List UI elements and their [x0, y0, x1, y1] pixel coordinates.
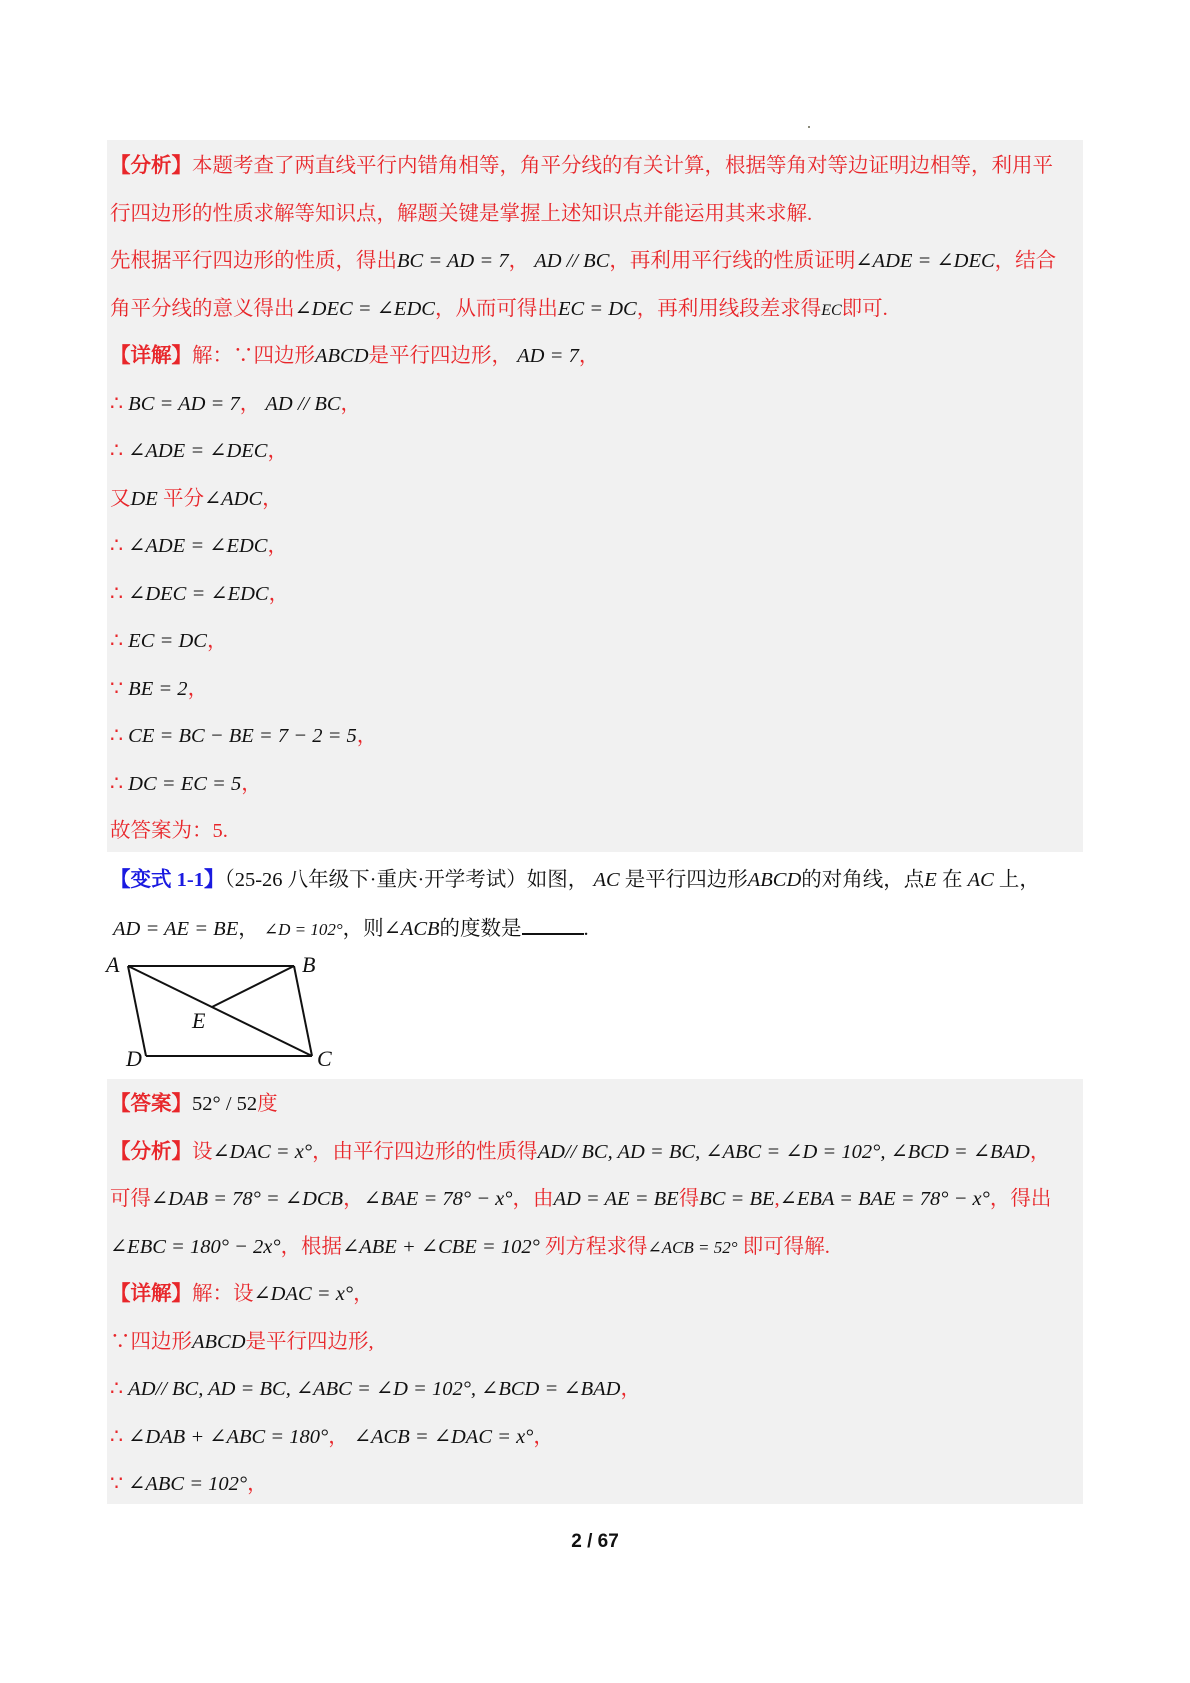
text: ，从而可得出 — [434, 298, 558, 320]
math: AD = AE = BE — [113, 918, 239, 940]
text: ，根据 — [280, 1236, 343, 1258]
answer-line — [110, 1090, 278, 1118]
text: 上， — [998, 869, 1040, 891]
text: 的对角线，点 — [801, 869, 925, 891]
text: ， — [267, 440, 288, 462]
side-bc — [294, 966, 312, 1056]
math: BC = AD = 7 — [128, 393, 240, 415]
variant-label: 【变式 1-1】 — [110, 869, 225, 891]
detail2-line-3 — [110, 1375, 641, 1403]
analysis-text: 本题考查了两直线平行内错角相等，角平分线的有关计算，根据等角对等边证明边相等，利用平 — [192, 155, 1053, 177]
math: ∠DAB + ∠ABC = 180° — [128, 1426, 329, 1448]
therefore-symbol: ∴ — [110, 1426, 124, 1448]
detail-line-1 — [110, 342, 599, 370]
math: EC — [821, 302, 842, 319]
text: 是平行四边形， — [368, 345, 513, 367]
therefore-symbol: ∴ — [110, 393, 124, 415]
detail2-line-2 — [110, 1328, 374, 1356]
step-3 — [110, 485, 283, 513]
text: ，再利用线段差求得 — [636, 298, 822, 320]
math: ∠DAC = x° — [212, 1141, 313, 1163]
analysis-line-1 — [110, 152, 1053, 180]
text: 可得 — [110, 1188, 151, 1210]
text: ， — [620, 1378, 641, 1400]
math: EC = DC — [128, 630, 207, 652]
math: AD// BC, AD = BC, ∠ABC = ∠D = 102°, ∠BCD = ∠BAD — [128, 1378, 621, 1400]
math: E — [924, 869, 937, 891]
math: ∠BAE = 78° − x° — [363, 1188, 513, 1210]
therefore-symbol: ∴ — [110, 1378, 124, 1400]
answer-label: 【答案】 — [110, 1093, 192, 1115]
math: AC — [967, 869, 994, 891]
detail-label: 【详解】 — [110, 1283, 192, 1305]
therefore-symbol: ∴ — [110, 630, 124, 652]
text: ， — [508, 250, 530, 272]
math: ∠DEC = ∠EDC — [294, 298, 435, 320]
because-symbol: ∵ — [110, 678, 124, 700]
math: CE = BC − BE = 7 − 2 = 5 — [128, 725, 357, 747]
text: ， — [328, 1426, 349, 1448]
side-da — [128, 966, 146, 1056]
label-e: E — [192, 1008, 206, 1033]
text: 平分 — [162, 488, 204, 510]
text: 解：∵四边形 — [192, 345, 315, 367]
therefore-symbol: ∴ — [110, 725, 124, 747]
step-1 — [110, 390, 361, 418]
therefore-symbol: ∴ — [110, 440, 124, 462]
step-6 — [110, 627, 227, 655]
math: AD = 7 — [517, 345, 579, 367]
math: AD // BC — [534, 250, 610, 272]
math: BC = AD = 7 — [397, 250, 509, 272]
text: ， — [241, 773, 262, 795]
math: DC = EC = 5 — [128, 773, 242, 795]
math: ∠ADE = ∠DEC — [855, 250, 995, 272]
text: ，再利用平行线的性质证明 — [609, 250, 856, 272]
question-source: （25-26 八年级下·重庆·开学考试）如图， — [224, 869, 589, 891]
math: BC = BE — [699, 1188, 775, 1210]
text: 角平分线的意义得出 — [110, 298, 295, 320]
text: ， — [238, 918, 259, 940]
detail2-line-4 — [110, 1423, 554, 1451]
math: ∠DEC = ∠EDC — [128, 583, 269, 605]
detail2-line-5 — [110, 1470, 268, 1498]
text: ， — [356, 725, 378, 747]
math: ∠ABE + ∠CBE = 102° — [342, 1236, 540, 1258]
math: ∠ACB = ∠DAC = x° — [353, 1426, 534, 1448]
stray-dot — [808, 126, 810, 128]
math: ∠D = 102° — [263, 920, 343, 939]
text: 列方程求得 — [544, 1236, 648, 1258]
math: AD// BC, AD = BC, ∠ABC = ∠D = 102°, ∠BCD = ∠BAD — [537, 1141, 1030, 1163]
text: ， — [353, 1283, 374, 1305]
math: AC — [593, 869, 620, 891]
math: ∠ADC — [203, 488, 263, 510]
math: ∠ABC = 102° — [128, 1473, 248, 1495]
segment-be — [212, 966, 294, 1007]
text: ，则 — [342, 918, 384, 940]
text: 是平行四边形, — [245, 1331, 374, 1353]
text: 解：设 — [192, 1283, 254, 1305]
math: ∠EBC = 180° − 2x° — [110, 1236, 281, 1258]
math: ∠DAB = 78° = ∠DCB — [151, 1188, 344, 1210]
therefore-symbol: ∴ — [110, 773, 124, 795]
answer-unit: 度 — [257, 1093, 278, 1115]
answer-value: 52° / 52 — [192, 1093, 258, 1115]
text: 在 — [941, 869, 963, 891]
label-a: A — [106, 952, 120, 977]
text: ， — [1029, 1141, 1051, 1163]
text: ， — [267, 535, 288, 557]
variant-question-line-1 — [110, 866, 1040, 894]
variant-question-line-2 — [113, 913, 589, 944]
text: 得 — [678, 1188, 700, 1210]
math: ∠ADE = ∠DEC — [128, 440, 268, 462]
math: AD = AE = BE — [553, 1188, 679, 1210]
therefore-symbol: ∴ — [110, 535, 124, 557]
analysis2-line-1 — [110, 1138, 1050, 1166]
parallelogram-figure — [104, 952, 364, 1070]
step-5 — [110, 580, 289, 608]
analysis-label: 【分析】 — [110, 155, 192, 177]
text: , — [774, 1188, 780, 1210]
text: ， — [343, 1188, 364, 1210]
text: ， — [578, 345, 600, 367]
text: ， — [268, 583, 290, 605]
math: DE — [130, 488, 158, 510]
analysis-label: 【分析】 — [110, 1141, 192, 1163]
analysis-line-3 — [110, 247, 1056, 275]
diagonal-ac — [128, 966, 312, 1056]
text: ， — [239, 393, 261, 415]
step-7 — [110, 675, 208, 703]
text: 即可. — [841, 298, 888, 320]
text: 先根据平行四边形的性质，得出 — [110, 250, 397, 272]
math: ABCD — [747, 869, 802, 891]
math: ABCD — [315, 345, 369, 367]
detail-label: 【详解】 — [110, 345, 192, 367]
text: ，由平行四边形的性质得 — [312, 1141, 538, 1163]
math: EC = DC — [557, 298, 637, 320]
math: AD // BC — [265, 393, 341, 415]
text: ， — [340, 393, 362, 415]
conclusion-text: 故答案为：5. — [110, 820, 228, 842]
label-c: C — [317, 1046, 332, 1070]
because-symbol: ∵ — [110, 1473, 124, 1495]
text: 即可得解. — [742, 1236, 830, 1258]
math: ABCD — [192, 1331, 246, 1353]
conclusion — [110, 817, 228, 845]
analysis2-line-3 — [110, 1233, 830, 1262]
text: ， — [247, 1473, 268, 1495]
text: 又 — [110, 488, 131, 510]
answer-blank — [522, 913, 584, 935]
text: ，由 — [512, 1188, 554, 1210]
math: BE = 2 — [128, 678, 188, 700]
analysis-line-4 — [110, 295, 888, 325]
detail2-line-1 — [110, 1280, 374, 1308]
math: ∠ACB = 52° — [647, 1238, 738, 1257]
text: 设 — [192, 1141, 213, 1163]
therefore-symbol: ∴ — [110, 583, 124, 605]
text: ∵四边形 — [110, 1331, 192, 1353]
step-9 — [110, 770, 262, 798]
text: ，得出 — [989, 1188, 1052, 1210]
analysis2-line-2 — [110, 1185, 1051, 1213]
step-2 — [110, 437, 288, 465]
text: 的度数是 — [439, 918, 522, 940]
math: ∠DAC = x° — [253, 1283, 354, 1305]
label-b: B — [302, 952, 316, 977]
text: ，结合 — [994, 250, 1057, 272]
step-8 — [110, 722, 377, 750]
step-4 — [110, 532, 288, 560]
math: ∠ADE = ∠EDC — [128, 535, 268, 557]
analysis-text: 行四边形的性质求解等知识点，解题关键是掌握上述知识点并能运用其来求解. — [110, 203, 813, 225]
text: ， — [262, 488, 283, 510]
text: ， — [206, 630, 228, 652]
text: . — [583, 918, 589, 940]
label-d: D — [126, 1046, 142, 1070]
page-number: 2 / 67 — [571, 1531, 619, 1552]
text: ， — [533, 1426, 554, 1448]
math: ∠EBA = BAE = 78° − x° — [779, 1188, 990, 1210]
text: ， — [187, 678, 209, 700]
analysis-line-2 — [110, 200, 812, 228]
math: ∠ACB — [383, 918, 440, 940]
text: 是平行四边形 — [624, 869, 748, 891]
